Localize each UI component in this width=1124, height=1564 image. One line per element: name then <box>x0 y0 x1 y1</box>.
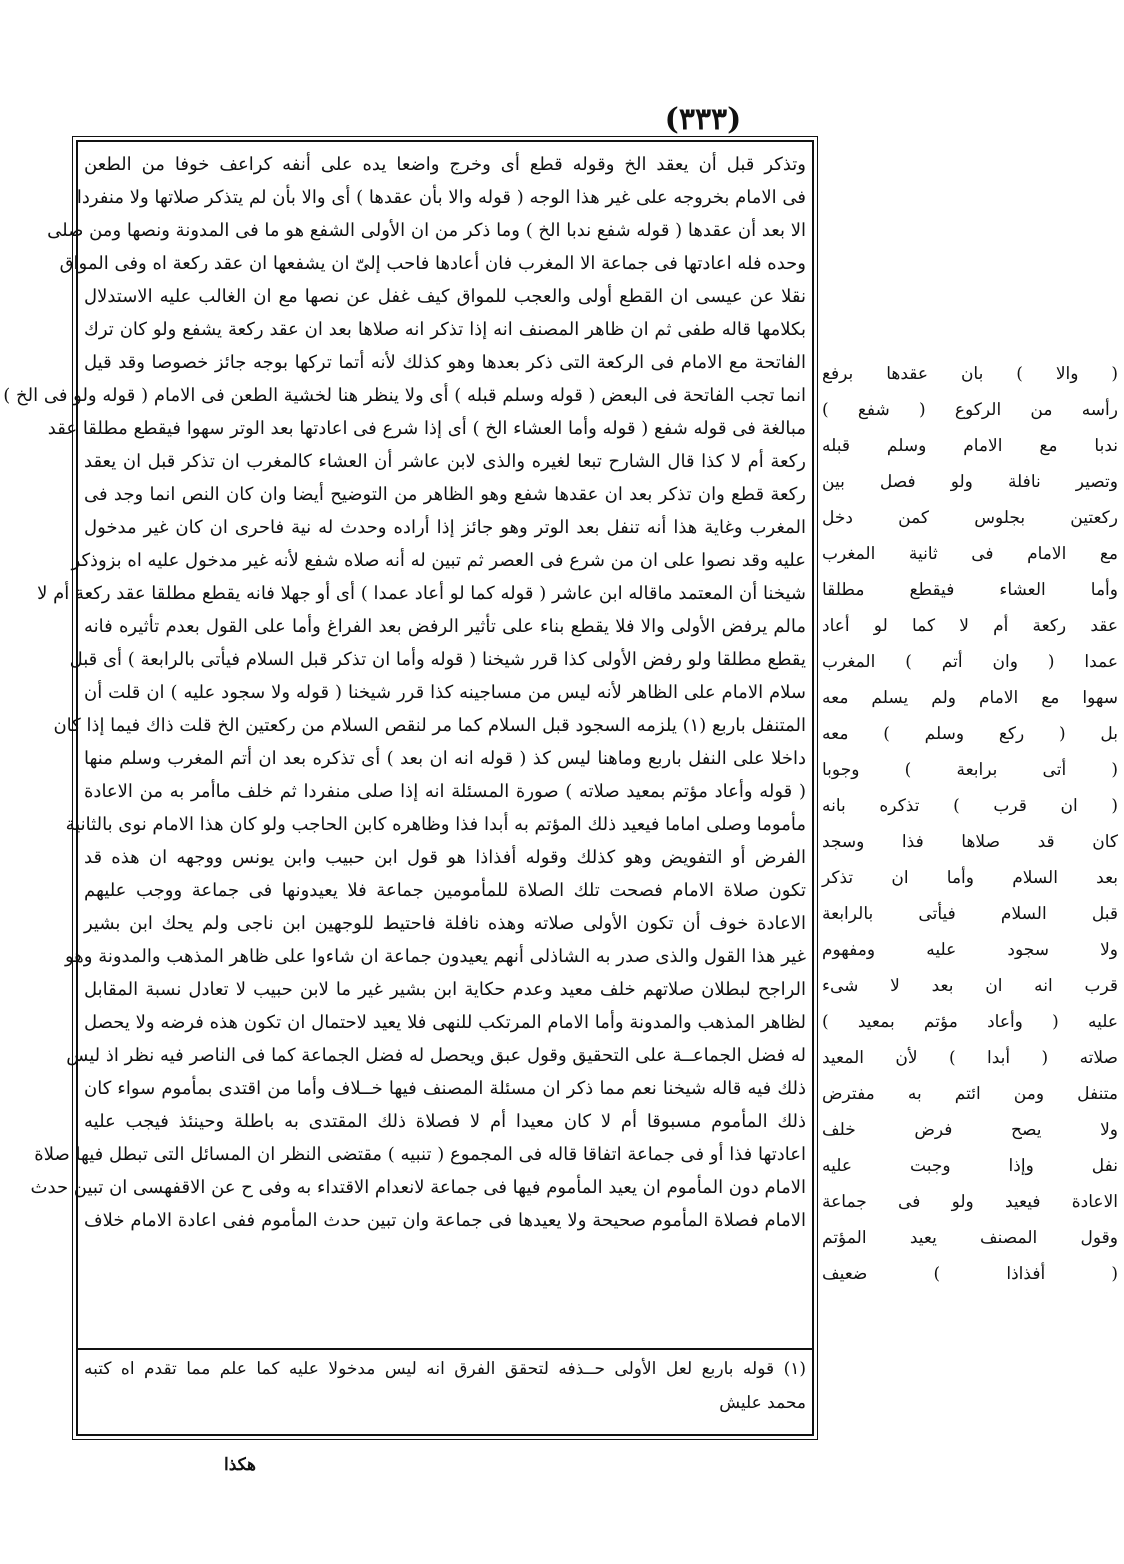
margin-line: وتصير نافلة ولو فصل بين <box>822 472 1118 492</box>
footnote-separator <box>78 1348 812 1350</box>
text-line: مبالغة فى قوله شفع ( قوله وأما العشاء الخ ) أى إذا شرع فى اعادتها بعد الوتر سهوا فيقطع مطلقا عقد <box>47 418 806 439</box>
margin-line: عمدا ( وان أتم ) المغرب <box>822 652 1118 672</box>
text-line: مأموما وصلى اماما فيعيد ذلك المؤتم به أبدا فذا وظاهره كابن الحاجب ولو كان هذا الامام نوى بالثانية <box>65 814 806 835</box>
text-line: داخلا على النفل باربع وماهنا ليس كذ ( قوله انه ان بعد ) أى تذكره بعد ان أتم المغرب وسلم منها <box>84 748 806 769</box>
text-line: المغرب وغاية هذا أنه تنفل بعد الوتر وهو جائز إذا أراده وحدث له نية فاحرى ان كان غير مدخول <box>84 517 806 538</box>
text-line: مالم يرفض الأولى والا فلا يقطع بناء على تأثير الرفض بعد الفراغ وأما على القول بعدم تأثيره فانه <box>84 616 806 637</box>
text-line: ذلك فيه قاله شيخنا نعم مما ذكر ان مسئلة المصنف فيها خــلاف وأما من اقتدى بمأموم سواء كان <box>84 1078 806 1099</box>
text-line: الامام فصلاة المأموم صحيحة ولا يعيدها فى جماعة وان تبين حدث المأموم ففى اعادة الامام خلاف <box>84 1210 806 1231</box>
text-line: ركعة قطع وان تذكر بعد ان عقدها شفع وهو الظاهر من التوضيح أيضا وان كان النص انما وجد فى <box>84 484 806 505</box>
text-line: يقطع مطلقا ولو رفض الأولى كذا قرر شيخنا ( قوله وأما ان تذكر قبل السلام فيأتى بالرابعة ) أى قبل <box>69 649 806 670</box>
text-line: غير هذا القول والذى صدر به الشاذلى أنهم يعيدون جماعة ان شاءوا على ظاهر المذهب والمدونة وهو <box>65 946 806 967</box>
margin-line: رأسه من الركوع ( شفع ) <box>822 400 1118 420</box>
margin-line: وقول المصنف يعيد المؤتم <box>822 1228 1118 1248</box>
margin-line: ( ان قرب ) تذكره بانه <box>822 796 1118 816</box>
text-line: انما تجب الفاتحة فى البعض ( قوله وسلم قبله ) أى ولا ينظر هنا لخشية الطعن فى الامام ( قوله ولو فى الخ ) <box>3 385 806 406</box>
text-line: الاعادة خوف أن تكون الأولى صلاته وهذه نافلة فاحتيط للوجهين ابن ناجى ولم يحك ابن بشير <box>84 913 806 934</box>
text-line: الا بعد أن عقدها ( قوله شفع ندبا الخ ) وما ذكر من ان الأولى الشفع هو ما فى المدونة ونصها ومن صلى <box>47 220 806 241</box>
text-line: عليه وقد نصوا على ان من شرع فى العصر ثم تبين له أنه صلاه شفع لأنه غير مدخول عليه اه بزوذكر <box>71 550 806 571</box>
text-line: اعادتها فذا أو فى جماعة اتفاقا قاله فى المجموع ( تنبيه ) مقتضى النظر ان المسائل التى تبطل فيها صلاة <box>34 1144 806 1165</box>
footnote-line: (١) قوله باربع لعل الأولى حــذفه لتحقق الفرق انه ليس مدخولا عليه كما علم مما تقدم اه كتبه <box>84 1359 806 1379</box>
text-line: بكلامها قاله طفى ثم ان ظاهر المصنف انه إذا تذكر انه صلاها بعد ان عقد ركعة يشفع ولو كان ترك <box>84 319 806 340</box>
text-line: فى الامام بخروجه على غير هذا الوجه ( قوله والا بأن عقدها ) أى والا بأن لم يتذكر صلاتها ولا منفردا <box>76 187 806 208</box>
text-line: وحده فله اعادتها فى جماعة الا المغرب فان أعادها فاحب إلىّ ان يشفعها ان عقد ركعة اه وفى المواق <box>59 253 806 274</box>
margin-line: مع الامام فى ثانية المغرب <box>822 544 1118 564</box>
margin-line: سهوا مع الامام ولم يسلم معه <box>822 688 1118 708</box>
margin-line: صلاته ( أبدا ) لأن المعيد <box>822 1048 1118 1068</box>
text-line: شيخنا أن المعتمد ماقاله ابن عاشر ( قوله كما لو أعاد عمدا ) أى أو جهلا فانه يقطع مطلقا عقد ركعة أم لا <box>37 583 806 604</box>
main-text-frame <box>3 140 814 1436</box>
text-line: الامام دون المأموم ان يعيد المأموم فيها فى جماعة لانعدام الاقتداء به وفى ح عن الاقفهسى ان تبين حدث <box>30 1177 806 1198</box>
margin-line: ( والا ) بان عقدها برفع <box>822 364 1118 384</box>
margin-line: ولا يصح فرض خلف <box>822 1120 1118 1140</box>
footnote <box>84 1352 806 1428</box>
text-line: ركعة أم لا كذا قال الشارح تبعا لغيره والذى لابن عاشر أن العشاء كالمغرب ان تذكر قبل ان يعقد <box>84 451 806 472</box>
text-line: تكون صلاة الامام فصحت تلك الصلاة للمأمومين جماعة فلا يعيدونها فى جماعة ووجب عليهم <box>84 880 806 901</box>
page-number: (٣٣٣) <box>664 102 742 137</box>
margin-line: ولا سجود عليه ومفهوم <box>822 940 1118 960</box>
margin-line: ( أفذاذا ) ضعيف <box>822 1264 1118 1284</box>
text-line: وتذكر قبل أن يعقد الخ وقوله قطع أى وخرج واضعا يده على أنفه كراعف خوفا من الطعن <box>84 154 806 175</box>
text-line: الفرض أو التفويض وهو كذلك وقوله أفذاذا هو قول ابن حبيب وابن يونس ووجهه ان هذه قد <box>84 847 806 868</box>
text-line: الراجح لبطلان صلاتهم خلف معيد وعدم حكاية ابن بشير غير ما لابن حبيب لا تعادل نسبة المقابل <box>84 979 806 1000</box>
margin-line: عليه ( وأعاد مؤتم بمعيد ) <box>822 1012 1118 1032</box>
margin-main-text <box>822 356 1118 1316</box>
text-line: سلام الامام على الظاهر لأنه ليس من مساجينه كذا قرر شيخنا ( قوله ولا سجود عليه ) ان قلت أن <box>84 682 806 703</box>
text-line: المتنفل باربع (١) يلزمه السجود قبل السلام كما مر لنقص السلام من ركعتين الخ قلت ذاك فيما إذا كان <box>53 715 806 736</box>
margin-line: عقد ركعة أم لا كما لو أعاد <box>822 616 1118 636</box>
text-line: لظاهر المذهب والمدونة وأما الامام المرتكب للنهى فلا يعيد لاحتمال ان تكون هذه فرضه ولا يحصل <box>84 1012 806 1033</box>
commentary-text <box>3 148 806 1340</box>
text-line: الفاتحة مع الامام فى الركعة التى ذكر بعدها وهو كذلك لأنه أتما تركها بوجه جائز خصوصا وقد قيل <box>84 352 806 373</box>
margin-line: بعد السلام وأما ان تذكر <box>822 868 1118 888</box>
margin-line: ( أتى برابعة ) وجوبا <box>822 760 1118 780</box>
margin-line: بل ( ركع وسلم ) معه <box>822 724 1118 744</box>
margin-line: نفل وإذا وجبت عليه <box>822 1156 1118 1176</box>
margin-line: قبل السلام فيأتى بالرابعة <box>822 904 1118 924</box>
footnote-line: محمد عليش <box>719 1393 806 1413</box>
margin-line: ركعتين بجلوس كمن دخل <box>822 508 1118 528</box>
text-line: ( قوله وأعاد مؤتم بمعيد صلاته ) صورة المسئلة انه إذا صلى منفردا ثم خلف ماأمر به من الاعادة <box>84 781 806 802</box>
margin-line: الاعادة فيعيد ولو فى جماعة <box>822 1192 1118 1212</box>
text-line: له فضل الجماعــة على التحقيق وقول عبق ويحصل له فضل الجماعة كما فى الناصر فيه نظر اذ ليس <box>66 1045 806 1066</box>
text-line: نقلا عن عيسى ان القطع أولى والعجب للمواق كيف غفل عن نصها مع ان الغالب عليه الاستدلال <box>84 286 806 307</box>
margin-line: متنفل ومن ائتم به مفترض <box>822 1084 1118 1104</box>
margin-line: وأما العشاء فيقطع مطلقا <box>822 580 1118 600</box>
margin-line: ندبا مع الامام وسلم قبله <box>822 436 1118 456</box>
margin-line: قرب انه ان بعد لا شىء <box>822 976 1118 996</box>
catchword: هكذا <box>224 1455 256 1475</box>
text-line: ذلك المأموم مسبوقا أم لا كان معيدا أم لا فصلاة ذلك المقتدى به باطلة وحينئذ فيجب عليه <box>84 1111 806 1132</box>
margin-line: كان قد صلاها فذا وسجد <box>822 832 1118 852</box>
